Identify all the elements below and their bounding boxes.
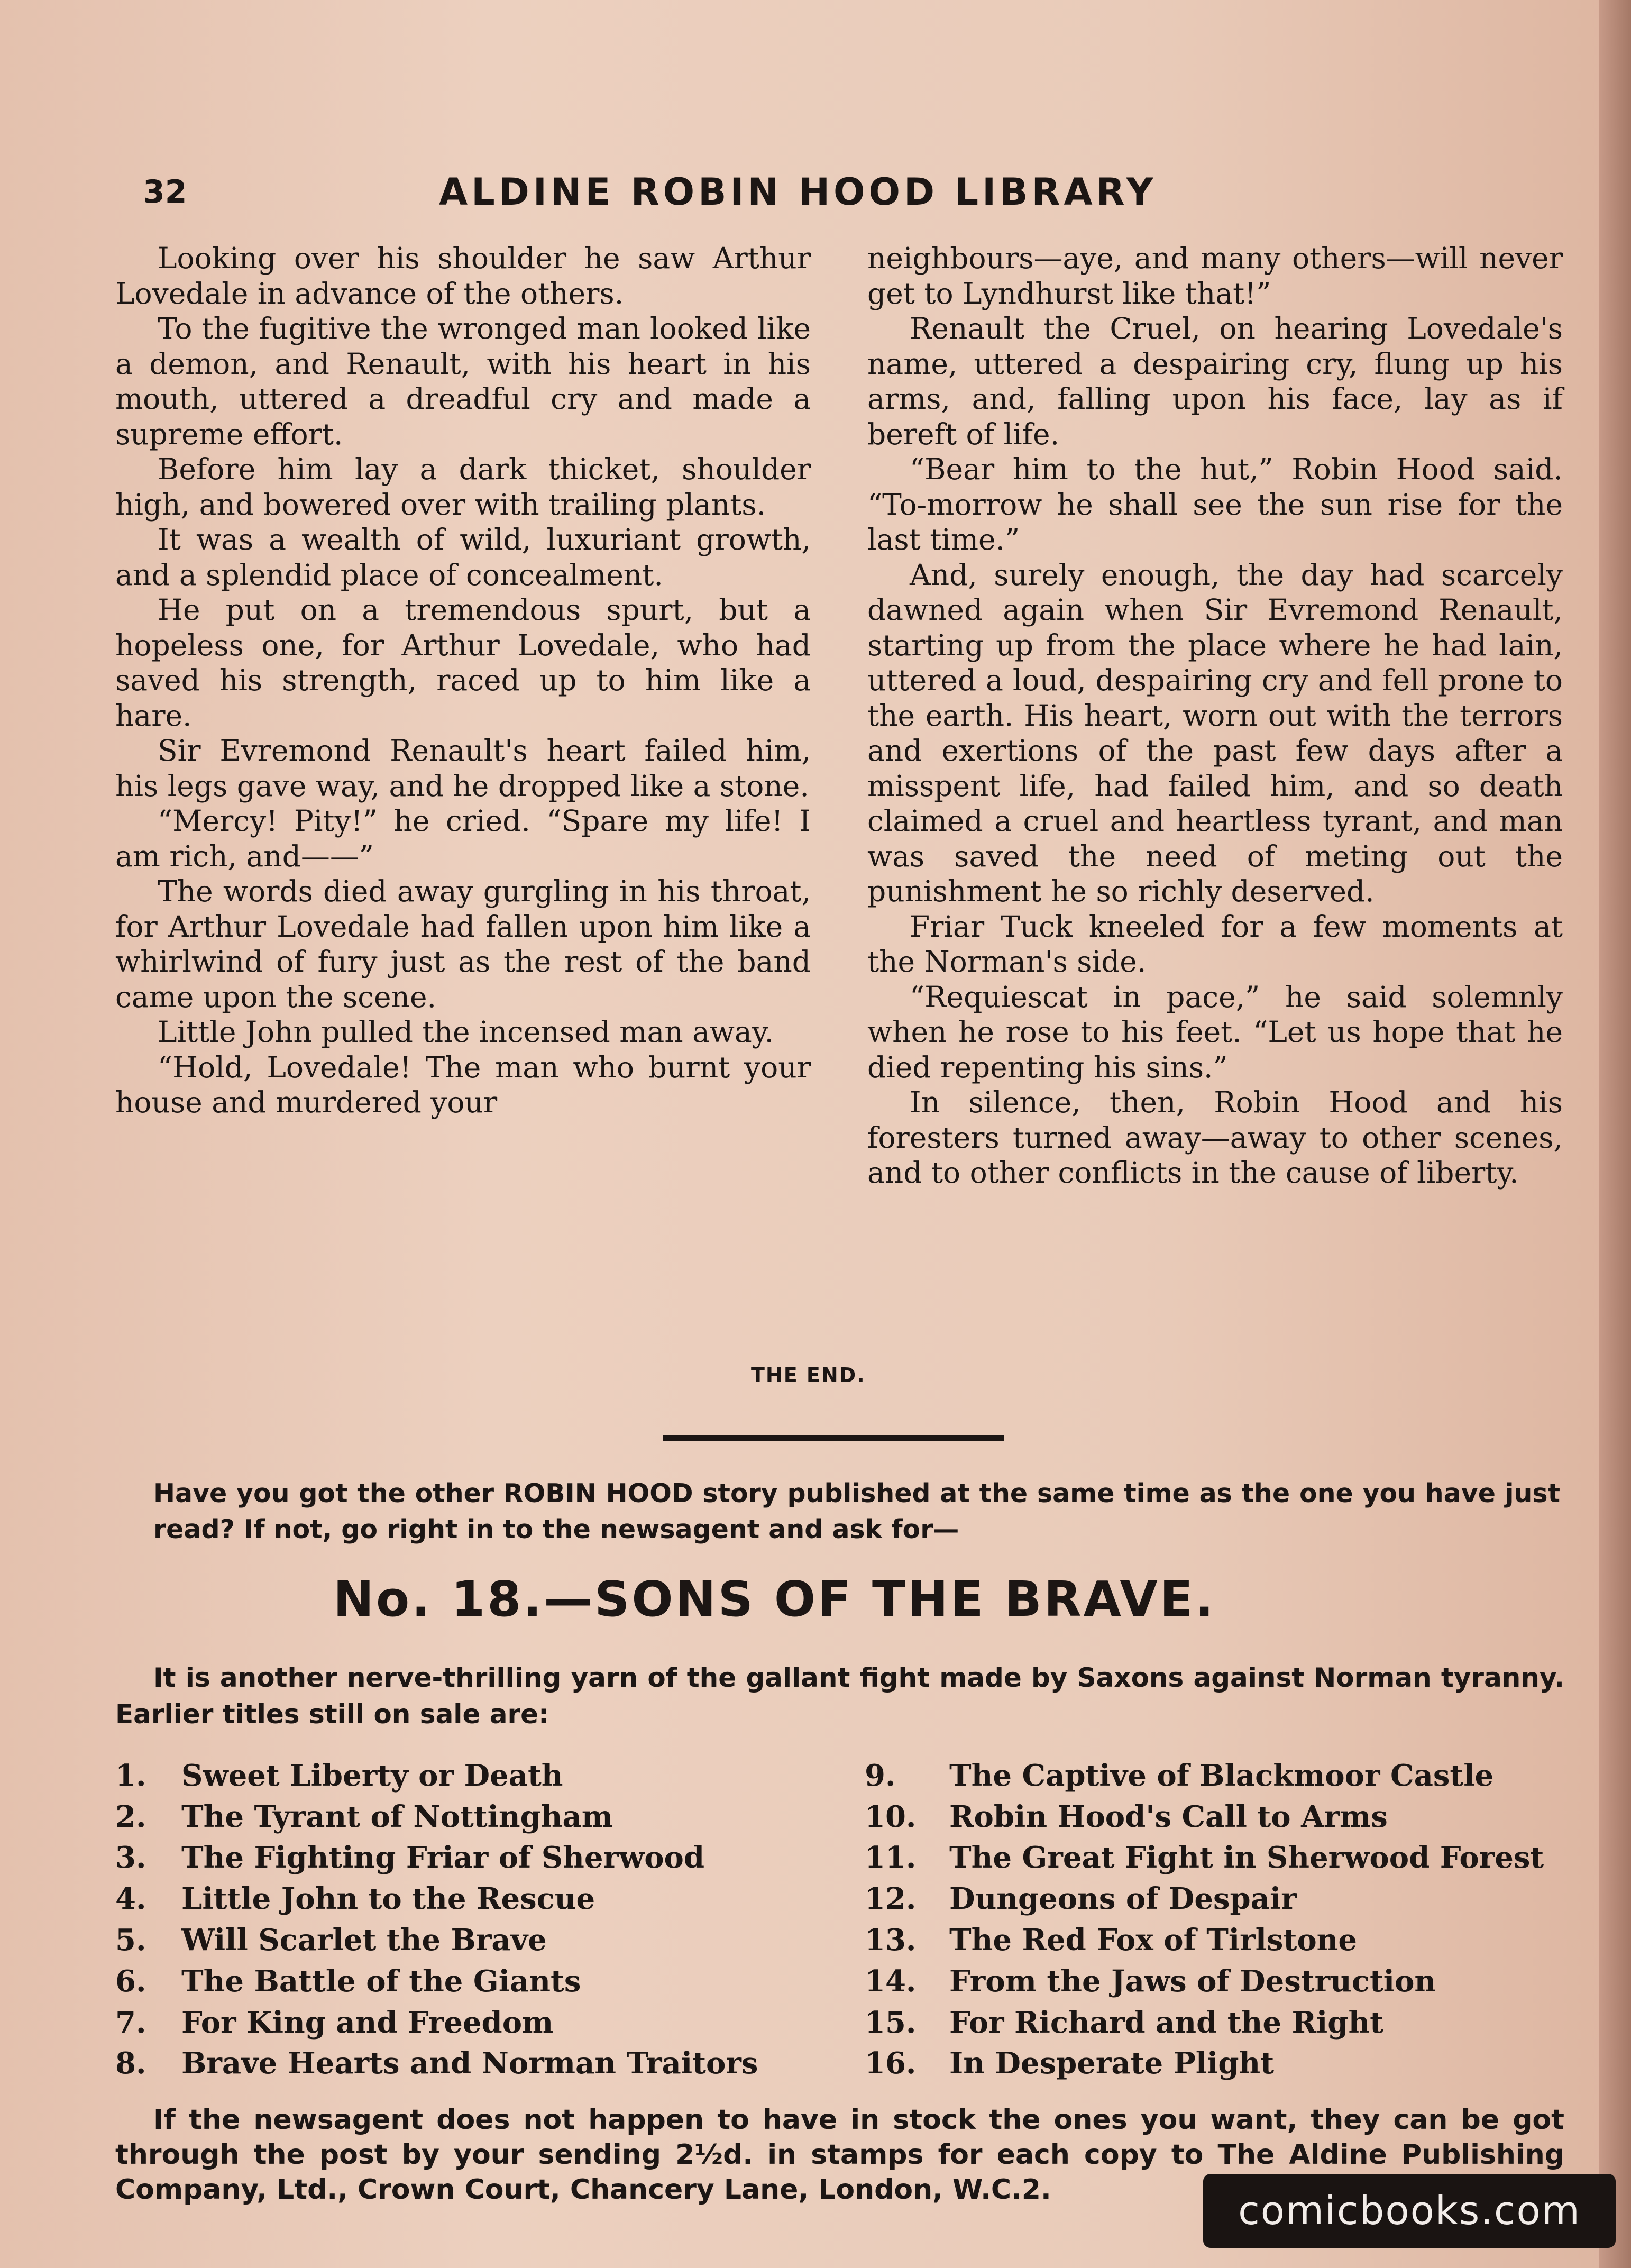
title-name: The Battle of the Giants — [181, 1963, 581, 1999]
title-list-item — [865, 1961, 1605, 2002]
story-paragraph: “Mercy! Pity!” he cried. “Spare my life! I am rich, and——” — [115, 804, 811, 873]
title-list-item — [865, 1919, 1605, 1961]
story-paragraph: “Bear him to the hut,” Robin Hood said. “To-morrow he shall see the sun rise for the last time.” — [867, 452, 1563, 556]
story-paragraph: Looking over his shoulder he saw Arthur Lovedale in advance of the others. — [115, 241, 811, 310]
story-left-column — [115, 241, 811, 1120]
section-divider — [663, 1435, 1004, 1441]
the-end-marker: THE END. — [751, 1364, 866, 1387]
library-title: ALDINE ROBIN HOOD LIBRARY — [439, 170, 1157, 214]
advert-intro: Have you got the other ROBIN HOOD story published at the same time as the one you have just read? If not, go right in to the newsagent and ask for— — [153, 1478, 1560, 1544]
title-number: 9. — [865, 1758, 896, 1793]
title-name: The Red Fox of Tirlstone — [949, 1923, 1358, 1958]
page-number: 32 — [143, 173, 187, 211]
title-number: 12. — [865, 1881, 917, 1917]
title-name: Robin Hood's Call to Arms — [949, 1799, 1388, 1834]
title-name: Will Scarlet the Brave — [181, 1923, 547, 1958]
title-list-item — [865, 1837, 1605, 1879]
story-paragraph: Before him lay a dark thicket, shoulder high, and bowered over with trailing plants. — [115, 452, 811, 522]
story-paragraph: To the fugitive the wronged man looked like a demon, and Renault, with his heart in his mouth, uttered a dreadful cry and made a supreme effort. — [115, 312, 811, 451]
title-number: 2. — [115, 1799, 146, 1834]
titles-list-left — [115, 1755, 856, 2084]
title-name: For Richard and the Right — [949, 2005, 1384, 2040]
title-name: The Tyrant of Nottingham — [181, 1799, 613, 1834]
story-paragraph: Sir Evremond Renault's heart failed him, his legs gave way, and he dropped like a stone. — [115, 734, 811, 803]
title-name: The Captive of Blackmoor Castle — [949, 1758, 1494, 1793]
advert-description: It is another nerve-thrilling yarn of the gallant fight made by Saxons against Norman tyranny. Earlier titles still on sale are: — [115, 1662, 1564, 1730]
title-list-item — [115, 1796, 856, 1837]
title-name: Dungeons of Despair — [949, 1881, 1297, 1917]
title-number: 13. — [865, 1923, 917, 1958]
title-number: 3. — [115, 1840, 146, 1876]
title-number: 14. — [865, 1963, 917, 1999]
title-list-item — [115, 1919, 856, 1961]
title-name: Brave Hearts and Norman Traitors — [181, 2046, 758, 2081]
story-paragraph: In silence, then, Robin Hood and his foresters turned away—away to other scenes, and to other conflicts in the cause of liberty. — [867, 1085, 1563, 1190]
title-number: 11. — [865, 1840, 917, 1876]
title-name: The Fighting Friar of Sherwood — [181, 1840, 705, 1876]
title-list-item — [115, 1837, 856, 1879]
story-paragraph: “Hold, Lovedale! The man who burnt your house and murdered your — [115, 1050, 811, 1119]
title-name: Sweet Liberty or Death — [181, 1758, 563, 1793]
title-name: From the Jaws of Destruction — [949, 1963, 1436, 1999]
story-paragraph: Friar Tuck kneeled for a few moments at the Norman's side. — [867, 909, 1563, 978]
title-number: 15. — [865, 2005, 917, 2040]
title-number: 8. — [115, 2046, 146, 2081]
title-name: In Desperate Plight — [949, 2046, 1275, 2081]
titles-list-right — [865, 1755, 1605, 2084]
story-paragraph: The words died away gurgling in his throat, for Arthur Lovedale had fallen upon him like a whirlwind of fury just as the rest of the band came upon the scene. — [115, 874, 811, 1014]
title-list-item — [115, 2043, 856, 2084]
title-name: The Great Fight in Sherwood Forest — [949, 1840, 1544, 1876]
story-paragraph: neighbours—aye, and many others—will never get to Lyndhurst like that!” — [867, 241, 1563, 310]
title-list-item — [115, 1755, 856, 1796]
story-paragraph: And, surely enough, the day had scarcely dawned again when Sir Evremond Renault, starting up from the place where he had lain, uttered a loud, despairing cry and fell prone to the earth. His heart, worn out with the terrors and exertions of the past few days after a misspent life, had failed him, and so death claimed a cruel and heartless tyrant, and man was saved the need of meting out the punishment he so richly deserved. — [867, 557, 1563, 908]
title-number: 1. — [115, 1758, 146, 1793]
title-name: Little John to the Rescue — [181, 1881, 595, 1917]
title-name: For King and Freedom — [181, 2005, 554, 2040]
title-number: 5. — [115, 1923, 146, 1958]
story-paragraph: “Requiescat in pace,” he said solemnly when he rose to his feet. “Let us hope that he died repenting his sins.” — [867, 980, 1563, 1084]
title-list-item — [865, 1796, 1605, 1837]
title-list-item — [115, 1961, 856, 2002]
story-paragraph: It was a wealth of wild, luxuriant growth, and a splendid place of concealment. — [115, 523, 811, 592]
ordering-instructions: If the newsagent does not happen to have in stock the ones you want, they can be got through the post by your sending 2½d. in stamps for each copy to The Aldine Publishing Company, Ltd., Crown Court, Chancery Lane, London, W.C.2. — [115, 2104, 1564, 2206]
title-number: 6. — [115, 1963, 146, 1999]
story-paragraph: Renault the Cruel, on hearing Lovedale's name, uttered a despairing cry, flung up his arms, and, falling upon his face, lay as if bereft of life. — [867, 312, 1563, 451]
title-list-item — [865, 1878, 1605, 1919]
title-number: 16. — [865, 2046, 917, 2081]
page-header — [143, 168, 1465, 216]
advert-headline: No. 18.—SONS OF THE BRAVE. — [333, 1571, 1216, 1627]
title-list-item — [115, 2002, 856, 2043]
title-number: 10. — [865, 1799, 917, 1834]
story-paragraph: He put on a tremendous spurt, but a hopeless one, for Arthur Lovedale, who had saved his strength, raced up to him like a hare. — [115, 593, 811, 733]
title-list-item — [115, 1878, 856, 1919]
story-paragraph: Little John pulled the incensed man away. — [158, 1015, 774, 1049]
title-list-item — [865, 1755, 1605, 1796]
source-watermark: comicbooks.com — [1203, 2174, 1616, 2248]
title-list-item — [865, 2043, 1605, 2084]
title-number: 4. — [115, 1881, 146, 1917]
story-right-column — [867, 241, 1563, 1191]
title-number: 7. — [115, 2005, 146, 2040]
title-list-item — [865, 2002, 1605, 2043]
